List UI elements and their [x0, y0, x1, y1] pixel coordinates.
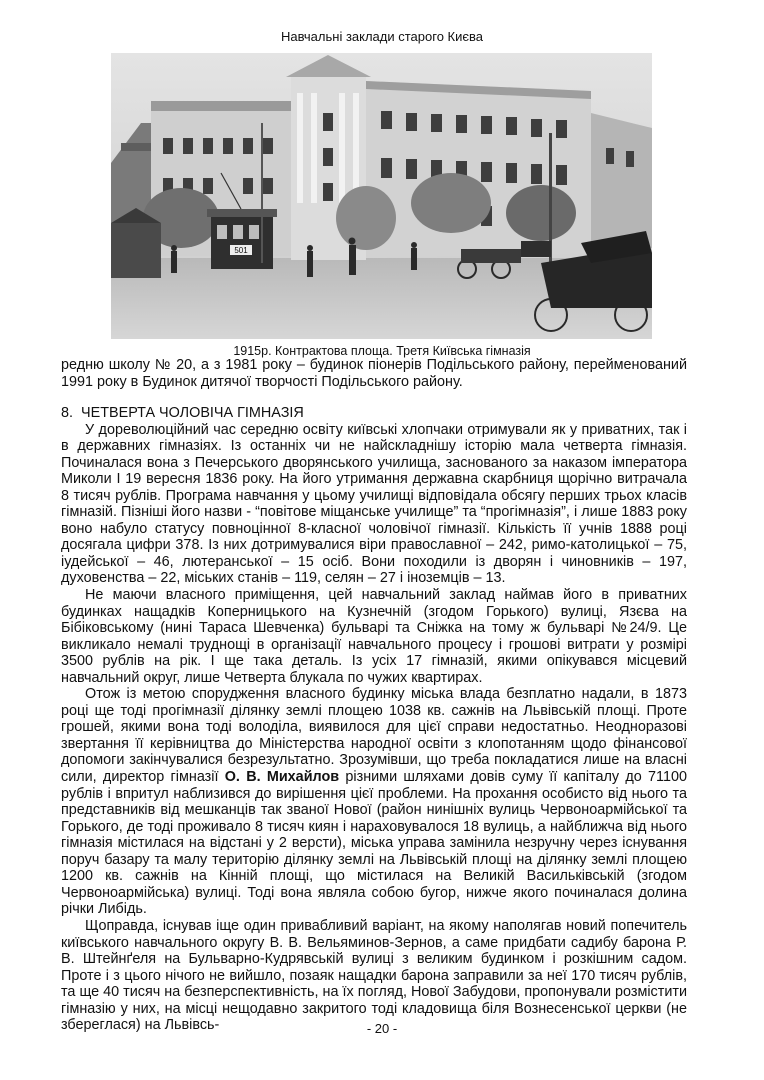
section-number: 8.: [61, 405, 74, 421]
paragraph-2: Не маючи власного приміщення, цей навчальний заклад наймав його в приватних будинках нащадків Коперницького на Кузнечній (згодом Горького) вулиці, Язєва на Бібіковському (нині Тараса Шевченка) бульварі та Сніжка на тому ж бульварі №24/9. Це викликало немалі труднощі в організації навчального процесу і грошові витрати у розмірі 3500 рублів на рік. І ще така деталь. Із усіх 17 гімназій, якими опікувався місцевий навчальний округ, лише Четверта блукала по чужих квартирах.: [61, 587, 687, 686]
paragraph-3-part-2: різними шляхами довів суму її капіталу до 71100 рублів і впритул наблизився до вирішення цієї проблеми. На прохання особисто від нього та представників від мешканців так званої Нової (район нинішніх вулиць Червоноармійської та Горького, де тоді проживало 8 тисяч киян і нараховувалося 18 вулиць, а найближча від нього гімназія містилася на відстані у 2 версти), міська управа замінила незручну через існування поруч базару та малу територію ділянку землі на Львівській площі на ділянку землі площею 1200 кв. сажнів на Кінній площі, що містилася на Великій Васильківській (згодом Червоноармійська) вулиці. Тоді вона являла собою бугор, нижче якого починалася долина річки Либідь.: [61, 769, 688, 918]
tram-number: 501: [234, 246, 248, 255]
historical-photo: [111, 53, 652, 339]
running-header: Навчальні заклади старого Києва: [280, 29, 484, 44]
paragraph-3: [61, 686, 687, 918]
section-title: ЧЕТВЕРТА ЧОЛОВІЧА ГІМНАЗІЯ: [81, 405, 304, 421]
page-number: - 20 -: [366, 1021, 398, 1036]
paragraph-4: Щоправда, існував іще один привабливий варіант, на якому наполягав новий попечитель київського навчального округу В. В. Вельяминов-Зернов, а саме придбати садибу барона Р. В. Штейнґеля на Бульварно-Кудрявській вулиці з великим будинком і розкішним садом. Проте і з цього нічого не вийшло, позаяк нащадки барона заправили за неї 170 тисяч рублів, та ще 40 тисяч на безперспективність, на їх погляд, Нової Забудови, пропонували розмістити гімназію у них, на місці нещодавно закритого тоді кладовища біля Вознесенської церкви (не збереглася) на Львівсь-: [61, 917, 687, 1034]
body-text: [61, 357, 687, 390]
director-name: О. В. Михайлов: [224, 769, 340, 786]
continuation-paragraph: редню школу № 20, а з 1981 року – будинок піонерів Подільського району, перейменований 1991 року в Будинок дитячої творчості Подільського району.: [61, 357, 687, 390]
paragraph-3-part-1: Отож із метою спорудження власного будинку міська влада безплатно надали, в 1873 році ще тоді прогімназії ділянку землі площею 1038 кв. сажнів на Львівській площі. Проте грошей, якими вона тоді володіла, виявилося для цієї справи недостатньо. Неодноразові звертання її керівництва до Міністерства народної освіти з клопотанням щодо фінансової допомоги закінчувалися безрезультатно. Зрозумівши, що треба покладатися лише на власні сили, директор гімназії: [61, 686, 687, 786]
photo-caption: 1915р. Контрактова площа. Третя Київська гімназія: [233, 344, 531, 358]
paragraph-1: У дореволюційний час середню освіту київські хлопчаки отримували як у приватних, так і в державних гімназіях. Із останніх чи не найскладнішу історію мала четверта гімназія. Починалася вона з Печерського дворянського училища, заснованого за наказом імператора Миколи І 19 вересня 1836 року. На його утримання державна скарбниця щорічно витрачала 8 тисяч рублів. Програма навчання у цьому училищі відповідала обсягу перших трьох класів гімназій. Пізніші його назви - “повітове міщанське училище” та “прогімназія”, і лише 1883 року воно набуло статусу повноцінної 8-класної чоловічої гімназії. Кількість її учнів 1888 році досягала цифри 378. Із них дотримувалися віри православної – 242, римо-католицької – 75, іудейської – 46, лютеранської – 15 осіб. Вони походили із дворян і чиновників – 197, духовенства – 22, міських станів – 119, селян – 27 і іноземців – 13.: [61, 421, 687, 587]
section-body: [61, 405, 687, 1034]
section-heading: [61, 405, 687, 422]
